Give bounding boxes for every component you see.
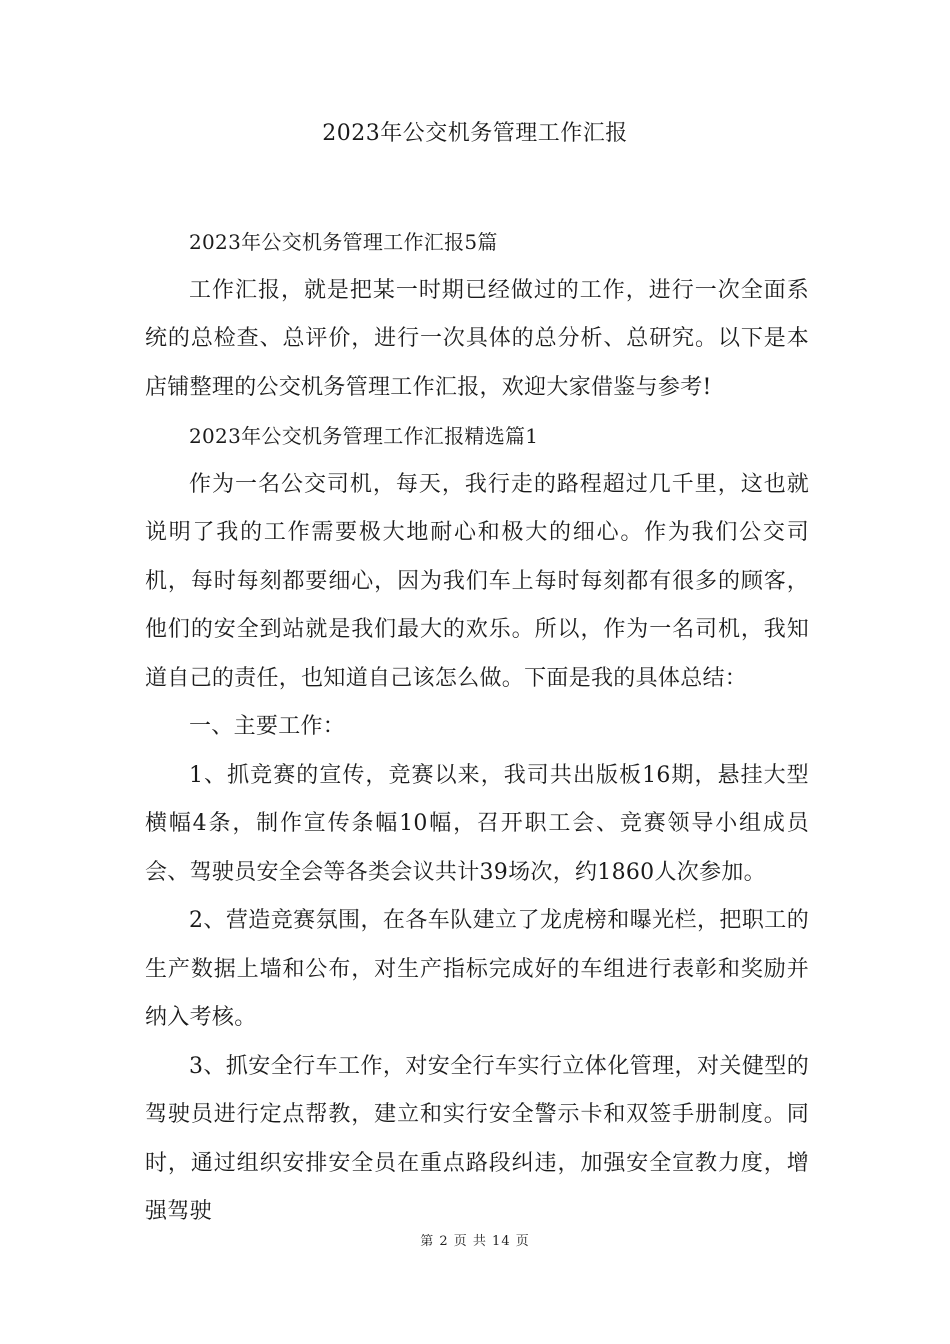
section-heading: 2023年公交机务管理工作汇报精选篇1 xyxy=(189,424,539,448)
list-item-3: 3、抓安全行车工作，对安全行车实行立体化管理，对关健型的驾驶员进行定点帮教，建立和实行安全警示卡和双签手册制度。同时，通过组织安排安全员在重点路段纠违，加强安全宣教力度，增强驾驶 xyxy=(145,1053,809,1224)
intro-paragraph: 工作汇报，就是把某一时期已经做过的工作，进行一次全面系统的总检查、总评价，进行一次具体的总分析、总研究。以下是本店铺整理的公交机务管理工作汇报，欢迎大家借鉴与参考! xyxy=(145,277,809,400)
body-paragraph: 作为一名公交司机，每天，我行走的路程超过几千里，这也就说明了我的工作需要极大地耐心和极大的细心。作为我们公交司机，每时每刻都要细心，因为我们车上每时每刻都有很多的顾客，他们的安全到站就是我们最大的欢乐。所以，作为一名司机，我知道自己的责任，也知道自己该怎么做。下面是我的具体总结： xyxy=(145,471,809,691)
list-item-2: 2、营造竞赛氛围，在各车队建立了龙虎榜和曝光栏，把职工的生产数据上墙和公布，对生产指标完成好的车组进行表彰和奖励并纳入考核。 xyxy=(145,908,809,1030)
document-title: 2023年公交机务管理工作汇报 xyxy=(322,121,628,146)
list-item-1: 1、抓竞赛的宣传，竞赛以来，我司共出版板16期，悬挂大型横幅4条，制作宣传条幅10幅，召开职工会、竞赛领导小组成员会、驾驶员安全会等各类会议共计39场次，约1860人次参加。 xyxy=(145,762,809,885)
subtitle-paragraph: 2023年公交机务管理工作汇报5篇 xyxy=(189,230,498,254)
list-heading: 一、主要工作： xyxy=(189,714,346,739)
page-footer: 第 2 页 共 14 页 xyxy=(420,1234,530,1249)
document-body xyxy=(145,218,809,1237)
